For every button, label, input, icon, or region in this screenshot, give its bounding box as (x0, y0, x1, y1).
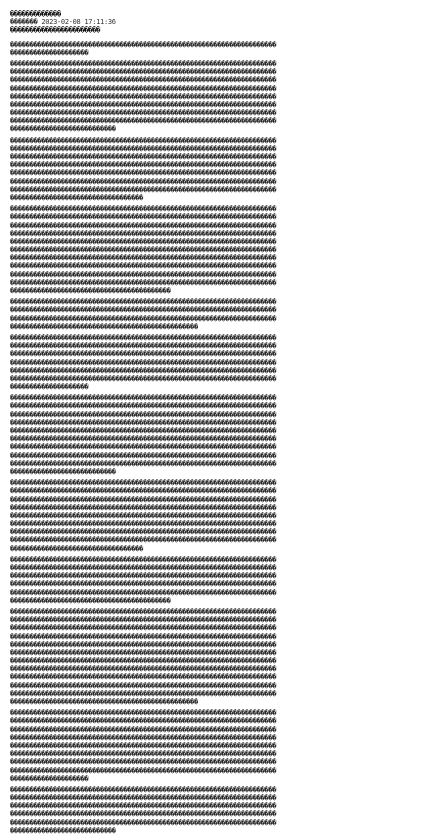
body-line: ��������������������������� (10, 467, 116, 476)
body-line: �������������������������������������������������������������������� (10, 358, 277, 367)
body-line: �������������������������������������������������������������������� (10, 427, 277, 435)
body-line: �������������������������������������������������������������������� (10, 213, 277, 222)
body-line: �������������������������������������������������������������������� (10, 657, 277, 666)
body-line: �������������������� (10, 383, 89, 392)
body-line: �������������������������������������������������������������������� (10, 314, 277, 323)
body-line: �������������������������������������������������������������������� (10, 717, 277, 726)
body-line: �������������������������������������������������������������������� (10, 741, 277, 750)
body-line: �������������������������������������������������������������������� (10, 495, 277, 504)
body-line: �������������������������������������������������������������������� (10, 709, 277, 718)
body-line: �������������������������������������������������������������������� (10, 794, 277, 803)
body-line: �������������������������������������������������������������������� (10, 555, 277, 564)
body-line: �������������������������������������������������������������������� (10, 810, 277, 819)
body-line: �������������������������������������������������������������������� (10, 109, 277, 118)
body-line: �������������������������������������������������������������������� (10, 237, 277, 246)
document-meta (10, 18, 438, 26)
body-line: �������������������������������������������������������������������� (10, 117, 277, 126)
body-line: ����������������������������������������� (10, 596, 171, 605)
body-line: �������������������������������������������������������������������� (10, 616, 277, 625)
body-line: �������������������������������������������������������������������� (10, 144, 277, 153)
body-line: �������������������������������������������������������������������� (10, 278, 277, 287)
body-line: �������������������������������������������������������������������� (10, 177, 277, 186)
body-line: �������������������������������������������������������������������� (10, 818, 277, 827)
timestamp: 2023-02-08 17:11:36 (41, 18, 116, 27)
body-line: �������������������������������������������������������������������� (10, 229, 277, 238)
body-line: �������������������������������������������������������������������� (10, 333, 277, 342)
body-line: �������������������������������������������������������������������� (10, 487, 277, 496)
body-line: �������������������������������������������������������������������� (10, 750, 277, 759)
body-line: �������������������������������������������������������������������� (10, 270, 277, 279)
body-line: �������������������������������������������������������������������� (10, 725, 277, 734)
body-line: �������������������������������������������������������������������� (10, 40, 277, 49)
body-line: �������������������������������������������������������������������� (10, 632, 277, 641)
body-line: �������������������������������������������������������������������� (10, 418, 277, 427)
body-line: �������������������������������������������������������������������� (10, 306, 277, 315)
body-line: �������������������������������������������������������������������� (10, 607, 277, 616)
body-line: �������������������������������������������������������������������� (10, 59, 277, 68)
body-line: ����������������������������������������� (10, 287, 171, 295)
meta-prefix: ������� (10, 18, 42, 27)
body-line: ������������������������������������������������ (10, 322, 198, 331)
body-line: �������������������������������������������������������������������� (10, 673, 277, 682)
body-line: �������������������������������������������������������������������� (10, 435, 277, 444)
body-line: �������������������������������������������������������������������� (10, 648, 277, 657)
body-line: ���������������������������������� (10, 193, 144, 202)
body-line: �������������������������������������������������������������������� (10, 342, 277, 351)
body-line: �������������������������������������������������������������������� (10, 681, 277, 690)
body-line: ���������������������������������� (10, 544, 144, 553)
body-line: �������������������������������������������������������������������� (10, 564, 277, 572)
body-line: �������������������������������������������������������������������� (10, 665, 277, 674)
body-line: �������������������������������������������������������������������� (10, 624, 277, 633)
body-line: �������������������������������������������������������������������� (10, 136, 277, 145)
body-line: �������������������������������������������������������������������� (10, 410, 277, 419)
body-line: �������������������������������������������������������������������� (10, 536, 277, 545)
body-line: �������������������������������������������������������������������� (10, 205, 277, 214)
body-line: �������������������������������������������������������������������� (10, 254, 277, 263)
document-body (10, 41, 438, 838)
body-line: �������������������� (10, 774, 89, 783)
body-line: �������������������������������������������������������������������� (10, 366, 277, 375)
body-line: �������������������������������������������������������������������� (10, 640, 277, 649)
body-line: ��������������������������� (10, 826, 116, 835)
body-line: �������������������������������������������������������������������� (10, 298, 277, 307)
body-line: ��������������������������� (10, 125, 116, 134)
body-line: �������������������������������������������������������������������� (10, 402, 277, 411)
body-line: �������������������������������������������������������������������� (10, 528, 277, 537)
body-line: �������������������������������������������������������������������� (10, 459, 277, 468)
body-line: �������������������������������������������������������������������� (10, 374, 277, 383)
body-line: �������������������������������������������������������������������� (10, 520, 277, 529)
body-line: �������������������������������������������������������������������� (10, 92, 277, 101)
body-line: �������������������������������������������������������������������� (10, 689, 277, 698)
body-line: �������������������������������������������������������������������� (10, 479, 277, 488)
body-line: �������������������������������������������������������������������� (10, 394, 277, 403)
body-line: �������������������������������������������������������������������� (10, 766, 277, 775)
body-line: �������������������������������������������������������������������� (10, 511, 277, 520)
body-line: �������������������������������������������������������������������� (10, 503, 277, 512)
body-line: �������������������������������������������������������������������� (10, 758, 277, 767)
body-line: �������������������������������������������������������������������� (10, 84, 277, 93)
body-line: �������������������������������������������������������������������� (10, 443, 277, 452)
body-line: �������������������������������������������������������������������� (10, 588, 277, 597)
body-line: �������������������������������������������������������������������� (10, 100, 277, 109)
body-line: �������������������������������������������������������������������� (10, 185, 277, 194)
body-line: �������������������������������������������������������������������� (10, 572, 277, 581)
body-line: �������������������������������������������������������������������� (10, 350, 277, 359)
section-heading: ����������������������� (10, 26, 101, 35)
body-line: �������������������������������������������������������������������� (10, 580, 277, 589)
body-line: �������������������������������������������������������������������� (10, 246, 277, 255)
body-line: �������������������������������������������������������������������� (10, 802, 277, 811)
body-line: �������������������������������������������������������������������� (10, 169, 277, 178)
body-line: �������������������������������������������������������������������� (10, 733, 277, 742)
body-line: �������������������������������������������������������������������� (10, 153, 277, 161)
body-line: �������������������������������������������������������������������� (10, 785, 277, 794)
body-line: �������������������������������������������������������������������� (10, 68, 277, 77)
body-line: �������������������������������������������������������������������� (10, 451, 277, 460)
body-line: �������������������������������������������������������������������� (10, 76, 277, 85)
body-line: �������������������������������������������������������������������� (10, 221, 277, 230)
body-line: �������������������� (10, 48, 89, 57)
body-line: �������������������������������������������������������������������� (10, 262, 277, 271)
body-line: �������������������������������������������������������������������� (10, 161, 277, 170)
document-title: ������������� (10, 10, 61, 18)
body-line: ������������������������������������������������ (10, 698, 198, 706)
